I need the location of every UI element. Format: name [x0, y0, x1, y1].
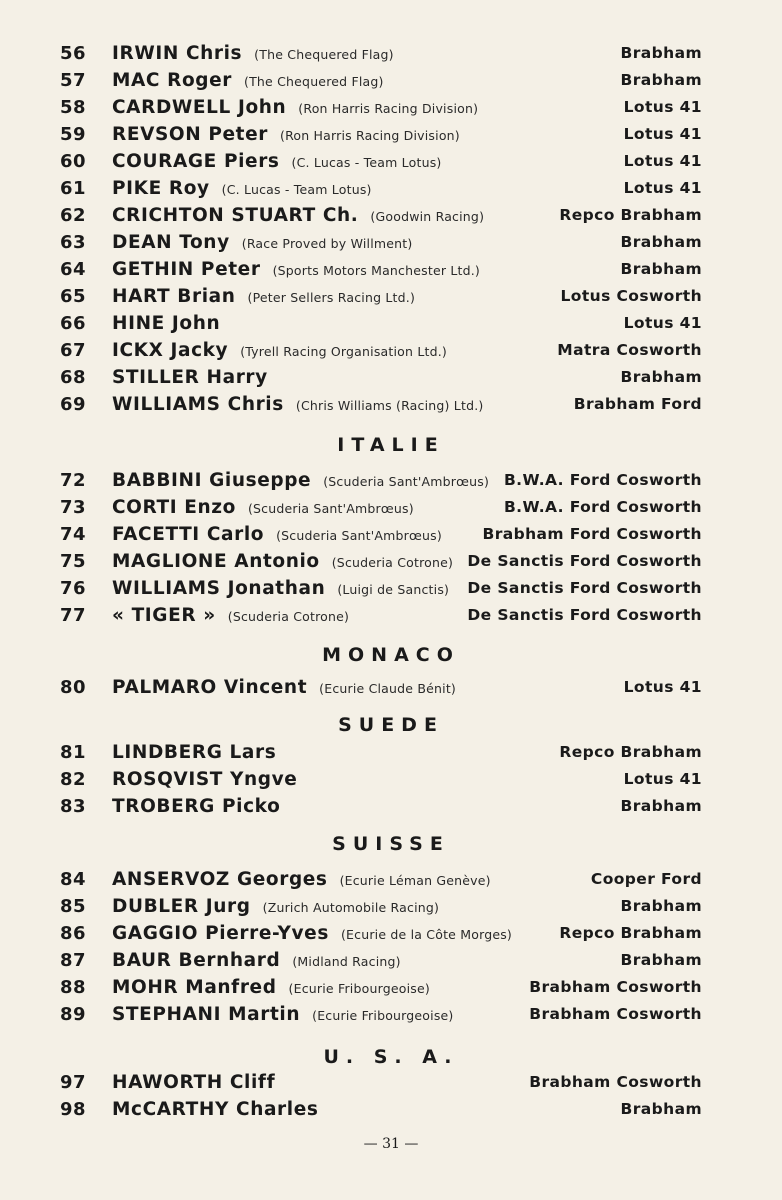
entry-number: 72	[60, 470, 87, 491]
entry-number: 77	[60, 605, 87, 626]
driver-name-group	[112, 1001, 454, 1029]
driver-name-group	[112, 229, 412, 257]
driver-name: DUBLER Jurg	[112, 896, 251, 917]
driver-name-group	[112, 391, 483, 419]
driver-name-group	[112, 148, 441, 176]
car-make: Brabham	[620, 233, 702, 251]
entry-number: 87	[60, 950, 87, 971]
entry-row	[60, 310, 702, 337]
entry-number: 76	[60, 578, 87, 599]
driver-name: CORTI Enzo	[112, 497, 236, 518]
entry-row	[60, 1096, 702, 1123]
entry-row	[60, 337, 702, 364]
team-name: (Ecurie de la Côte Morges)	[340, 927, 513, 942]
country-heading: SUISSE	[332, 833, 450, 855]
driver-name: BAUR Bernhard	[112, 950, 281, 971]
entry-row	[60, 893, 702, 920]
car-make: Lotus 41	[623, 179, 702, 197]
driver-name: PALMARO Vincent	[112, 677, 308, 698]
team-name: (Ron Harris Racing Division)	[280, 128, 460, 143]
driver-name: REVSON Peter	[112, 124, 268, 145]
entry-row	[60, 766, 702, 793]
team-name: (Midland Racing)	[292, 954, 401, 969]
entry-row	[60, 467, 702, 494]
driver-name-group	[112, 467, 489, 495]
team-name: (Ecurie Fribourgeoise)	[288, 981, 430, 996]
country-heading: MONACO	[322, 644, 460, 666]
entry-row	[60, 121, 702, 148]
page-number: — 31 —	[363, 1136, 419, 1152]
entry-row	[60, 148, 702, 175]
car-make: Brabham Ford Cosworth	[482, 525, 702, 543]
entry-number: 56	[60, 43, 87, 64]
car-make: Matra Cosworth	[557, 341, 702, 359]
entry-row	[60, 739, 702, 766]
car-make: De Sanctis Ford Cosworth	[467, 579, 702, 597]
car-make: Lotus 41	[623, 770, 702, 788]
team-name: (Scuderia Cotrone)	[331, 555, 454, 570]
driver-name-group	[112, 337, 447, 365]
driver-name-group	[112, 1096, 318, 1123]
entry-row	[60, 229, 702, 256]
driver-name: TROBERG Picko	[112, 796, 281, 817]
team-name: (Tyrell Racing Organisation Ltd.)	[240, 344, 447, 359]
driver-name-group	[112, 67, 384, 95]
driver-name-group	[112, 674, 456, 702]
driver-name: STEPHANI Martin	[112, 1004, 301, 1025]
entry-number: 64	[60, 259, 87, 280]
car-make: Lotus 41	[623, 152, 702, 170]
driver-name-group	[112, 920, 512, 948]
driver-name: WILLIAMS Chris	[112, 394, 284, 415]
driver-name: GETHIN Peter	[112, 259, 261, 280]
entry-number: 60	[60, 151, 87, 172]
entry-row	[60, 94, 702, 121]
car-make: Repco Brabham	[559, 206, 702, 224]
team-name: (Sports Motors Manchester Ltd.)	[272, 263, 481, 278]
driver-name: MAGLIONE Antonio	[112, 551, 320, 572]
team-name: (Ecurie Claude Bénit)	[319, 681, 457, 696]
team-name: (Scuderia Sant'Ambrœus)	[276, 528, 442, 543]
entry-number: 80	[60, 677, 87, 698]
entry-row	[60, 40, 702, 67]
entry-row	[60, 391, 702, 418]
driver-name: ICKX Jacky	[112, 340, 229, 361]
car-make: Repco Brabham	[559, 924, 702, 942]
car-make: Brabham	[620, 368, 702, 386]
team-name: (Goodwin Racing)	[370, 209, 485, 224]
team-name: (Race Proved by Willment)	[241, 236, 413, 251]
entry-row	[60, 283, 702, 310]
entry-row	[60, 256, 702, 283]
driver-name: MAC Roger	[112, 70, 233, 91]
car-make: Brabham	[620, 897, 702, 915]
entry-row	[60, 548, 702, 575]
entry-row	[60, 575, 702, 602]
entry-number: 63	[60, 232, 87, 253]
driver-name-group	[112, 575, 449, 603]
entry-row	[60, 67, 702, 94]
entry-row	[60, 521, 702, 548]
team-name: (The Chequered Flag)	[244, 74, 384, 89]
entry-number: 69	[60, 394, 87, 415]
team-name: (Scuderia Cotrone)	[227, 609, 350, 624]
entry-number: 88	[60, 977, 87, 998]
team-name: (C. Lucas - Team Lotus)	[291, 155, 442, 170]
car-make: Brabham	[620, 1100, 702, 1118]
driver-name: « TIGER »	[112, 605, 216, 626]
driver-name: COURAGE Piers	[112, 151, 280, 172]
entry-row	[60, 364, 702, 391]
entry-number: 83	[60, 796, 87, 817]
car-make: Brabham Cosworth	[529, 978, 702, 996]
entry-number: 57	[60, 70, 87, 91]
driver-name-group	[112, 283, 415, 311]
driver-name-group	[112, 548, 453, 576]
driver-name-group	[112, 602, 349, 630]
entry-number: 98	[60, 1099, 87, 1120]
entry-number: 68	[60, 367, 87, 388]
driver-name: CRICHTON STUART Ch.	[112, 205, 359, 226]
team-name: (Chris Williams (Racing) Ltd.)	[295, 398, 484, 413]
team-name: (Scuderia Sant'Ambrœus)	[247, 501, 414, 516]
car-make: Brabham Cosworth	[529, 1073, 702, 1091]
country-heading: ITALIE	[337, 434, 445, 456]
entry-row	[60, 866, 702, 893]
entry-number: 82	[60, 769, 87, 790]
team-name: (The Chequered Flag)	[254, 47, 394, 62]
entry-number: 74	[60, 524, 87, 545]
driver-name: WILLIAMS Jonathan	[112, 578, 326, 599]
entry-number: 73	[60, 497, 87, 518]
car-make: Brabham Cosworth	[529, 1005, 702, 1023]
team-name: (Ecurie Fribourgeoise)	[312, 1008, 454, 1023]
entry-row	[60, 974, 702, 1001]
entry-row	[60, 1069, 702, 1096]
team-name: (Scuderia Sant'Ambrœus)	[323, 474, 490, 489]
driver-name: DEAN Tony	[112, 232, 230, 253]
country-heading: U. S. A.	[323, 1046, 459, 1068]
entry-row	[60, 494, 702, 521]
car-make: Lotus 41	[623, 314, 702, 332]
driver-name: MOHR Manfred	[112, 977, 277, 998]
entry-number: 67	[60, 340, 87, 361]
team-name: (Zurich Automobile Racing)	[262, 900, 440, 915]
entry-number: 85	[60, 896, 87, 917]
driver-name: ANSERVOZ Georges	[112, 869, 328, 890]
driver-name: FACETTI Carlo	[112, 524, 265, 545]
entry-row	[60, 202, 702, 229]
driver-name: GAGGIO Pierre-Yves	[112, 923, 329, 944]
driver-name-group	[112, 310, 220, 337]
driver-name: PIKE Roy	[112, 178, 210, 199]
entry-number: 61	[60, 178, 87, 199]
driver-name-group	[112, 175, 372, 203]
entry-number: 89	[60, 1004, 87, 1025]
car-make: Lotus 41	[623, 678, 702, 696]
entry-number: 75	[60, 551, 87, 572]
driver-name-group	[112, 947, 401, 975]
car-make: Lotus Cosworth	[560, 287, 702, 305]
entry-number: 84	[60, 869, 87, 890]
car-make: Brabham	[620, 797, 702, 815]
driver-name-group	[112, 121, 460, 149]
team-name: (Ecurie Léman Genève)	[339, 873, 491, 888]
driver-name: STILLER Harry	[112, 367, 268, 388]
car-make: De Sanctis Ford Cosworth	[467, 552, 702, 570]
car-make: Brabham	[620, 71, 702, 89]
entry-number: 81	[60, 742, 87, 763]
driver-name-group	[112, 521, 442, 549]
driver-name-group	[112, 766, 297, 793]
car-make: Brabham	[620, 951, 702, 969]
car-make: Lotus 41	[623, 125, 702, 143]
driver-name: CARDWELL John	[112, 97, 287, 118]
driver-name-group	[112, 494, 414, 522]
entry-row	[60, 602, 702, 629]
driver-name-group	[112, 256, 480, 284]
driver-name: McCARTHY Charles	[112, 1099, 319, 1120]
car-make: Brabham	[620, 260, 702, 278]
driver-name-group	[112, 364, 268, 391]
entry-number: 62	[60, 205, 87, 226]
car-make: Lotus 41	[623, 98, 702, 116]
driver-name-group	[112, 40, 394, 68]
driver-name: LINDBERG Lars	[112, 742, 277, 763]
entry-number: 97	[60, 1072, 87, 1093]
entry-row	[60, 1001, 702, 1028]
driver-name-group	[112, 202, 484, 230]
car-make: Brabham	[620, 44, 702, 62]
driver-name-group	[112, 866, 491, 894]
driver-name: HART Brian	[112, 286, 236, 307]
country-heading: SUEDE	[338, 714, 444, 736]
car-make: B.W.A. Ford Cosworth	[503, 471, 702, 489]
driver-name-group	[112, 793, 280, 820]
entry-number: 86	[60, 923, 87, 944]
driver-name-group	[112, 1069, 275, 1096]
entry-number: 66	[60, 313, 87, 334]
team-name: (C. Lucas - Team Lotus)	[221, 182, 372, 197]
car-make: Repco Brabham	[559, 743, 702, 761]
entry-number: 59	[60, 124, 87, 145]
entry-number: 65	[60, 286, 87, 307]
team-name: (Ron Harris Racing Division)	[298, 101, 479, 116]
entry-row	[60, 674, 702, 701]
team-name: (Luigi de Sanctis)	[337, 582, 450, 597]
driver-name: HINE John	[112, 313, 221, 334]
driver-name: BABBINI Giuseppe	[112, 470, 312, 491]
entry-number: 58	[60, 97, 87, 118]
entry-row	[60, 947, 702, 974]
driver-name: HAWORTH Cliff	[112, 1072, 276, 1093]
driver-name-group	[112, 94, 478, 122]
entry-row	[60, 920, 702, 947]
team-name: (Peter Sellers Racing Ltd.)	[247, 290, 416, 305]
entry-row	[60, 793, 702, 820]
driver-name-group	[112, 893, 439, 921]
driver-name: IRWIN Chris	[112, 43, 243, 64]
car-make: De Sanctis Ford Cosworth	[467, 606, 702, 624]
driver-name-group	[112, 739, 276, 766]
car-make: B.W.A. Ford Cosworth	[503, 498, 702, 516]
driver-name-group	[112, 974, 430, 1002]
entry-row	[60, 175, 702, 202]
car-make: Cooper Ford	[590, 870, 702, 888]
driver-name: ROSQVIST Yngve	[112, 769, 298, 790]
car-make: Brabham Ford	[573, 395, 702, 413]
